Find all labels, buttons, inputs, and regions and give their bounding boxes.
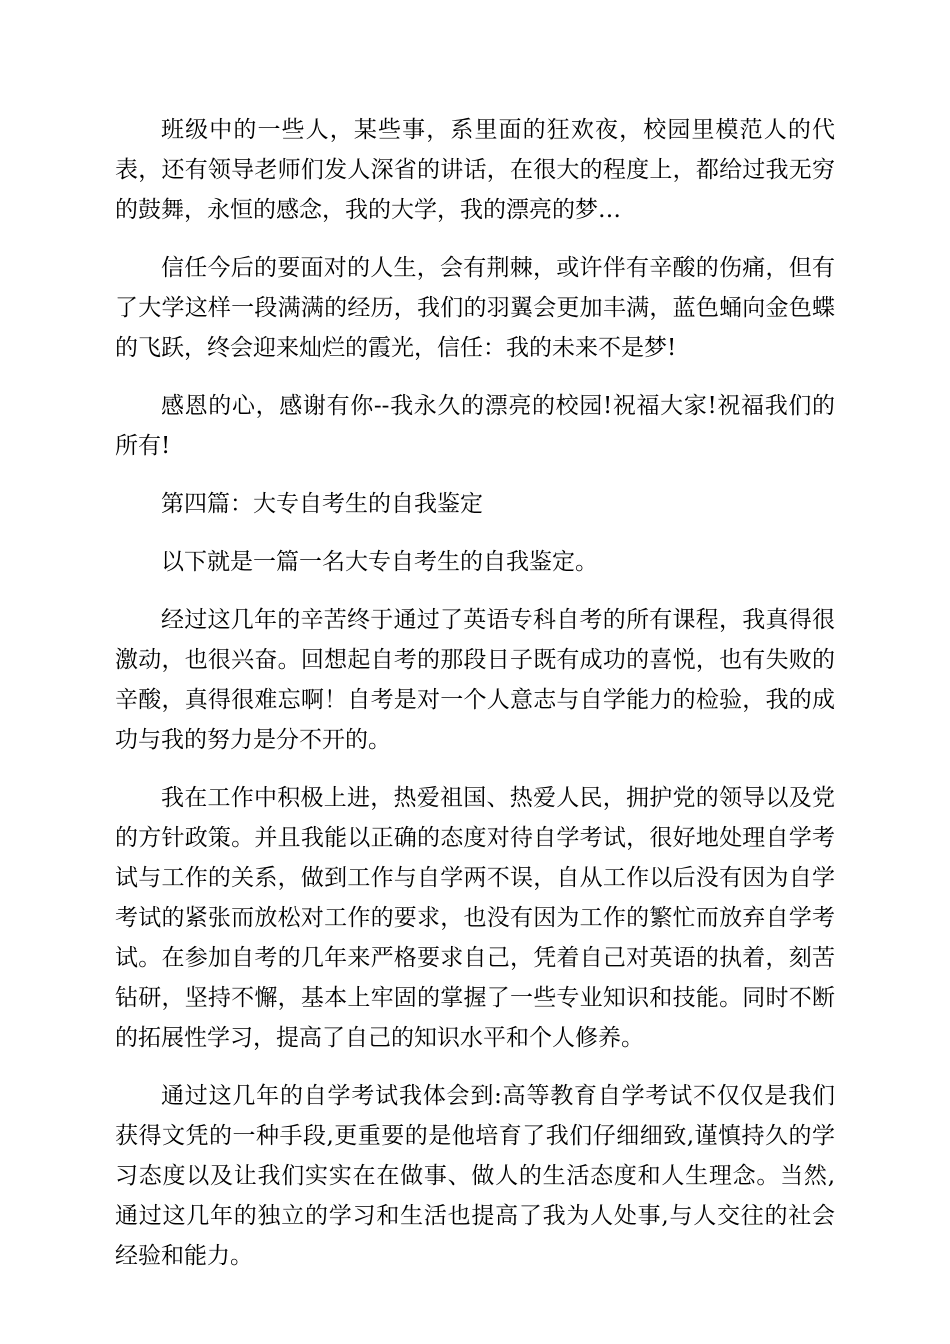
paragraph-exam-completion: 经过这几年的辛苦终于通过了英语专科自考的所有课程，我真得很激动，也很兴奋。回想起自考的那段日子既有成功的喜悦，也有失败的辛酸，真得很难忘啊！自考是对一个人意志与自学能力的检验，我的成功与我的努力是分不开的。 bbox=[115, 607, 835, 753]
paragraph-reflection: 通过这几年的自学考试我体会到:高等教育自学考试不仅仅是我们获得文凭的一种手段,更重要的是他培育了我们仔细细致,谨慎持久的学习态度以及让我们实实在在做事、做人的生活态度和人生理念。当然,通过这几年的独立的学习和生活也提高了我为人处事,与人交往的社会经验和能力。 bbox=[115, 1083, 835, 1269]
paragraph-future: 信任今后的要面对的人生，会有荆棘，或许伴有辛酸的伤痛，但有了大学这样一段满满的经历，我们的羽翼会更加丰满，蓝色蛹向金色蝶的飞跃，终会迎来灿烂的霞光，信任：我的未来不是梦! bbox=[115, 255, 835, 361]
document-page bbox=[115, 110, 835, 1294]
paragraph-intro: 以下就是一篇一名大专自考生的自我鉴定。 bbox=[161, 549, 598, 575]
paragraph-gratitude: 感恩的心，感谢有你--我永久的漂亮的校园!祝福大家!祝福我们的所有! bbox=[115, 393, 835, 459]
section-heading: 第四篇：大专自考生的自我鉴定 bbox=[161, 491, 483, 517]
paragraph-memories: 班级中的一些人，某些事，系里面的狂欢夜，校园里模范人的代表，还有领导老师们发人深省的讲话，在很大的程度上，都给过我无穷的鼓舞，永恒的感念，我的大学，我的漂亮的梦… bbox=[115, 117, 835, 223]
paragraph-work-attitude: 我在工作中积极上进，热爱祖国、热爱人民，拥护党的领导以及党的方针政策。并且我能以正确的态度对待自学考试，很好地处理自学考试与工作的关系，做到工作与自学两不误，自从工作以后没有因为自学考试的紧张而放松对工作的要求，也没有因为工作的繁忙而放弃自学考试。在参加自考的几年来严格要求自己，凭着自己对英语的执着，刻苦钻研，坚持不懈，基本上牢固的掌握了一些专业知识和技能。同时不断的拓展性学习，提高了自己的知识水平和个人修养。 bbox=[115, 785, 835, 1051]
